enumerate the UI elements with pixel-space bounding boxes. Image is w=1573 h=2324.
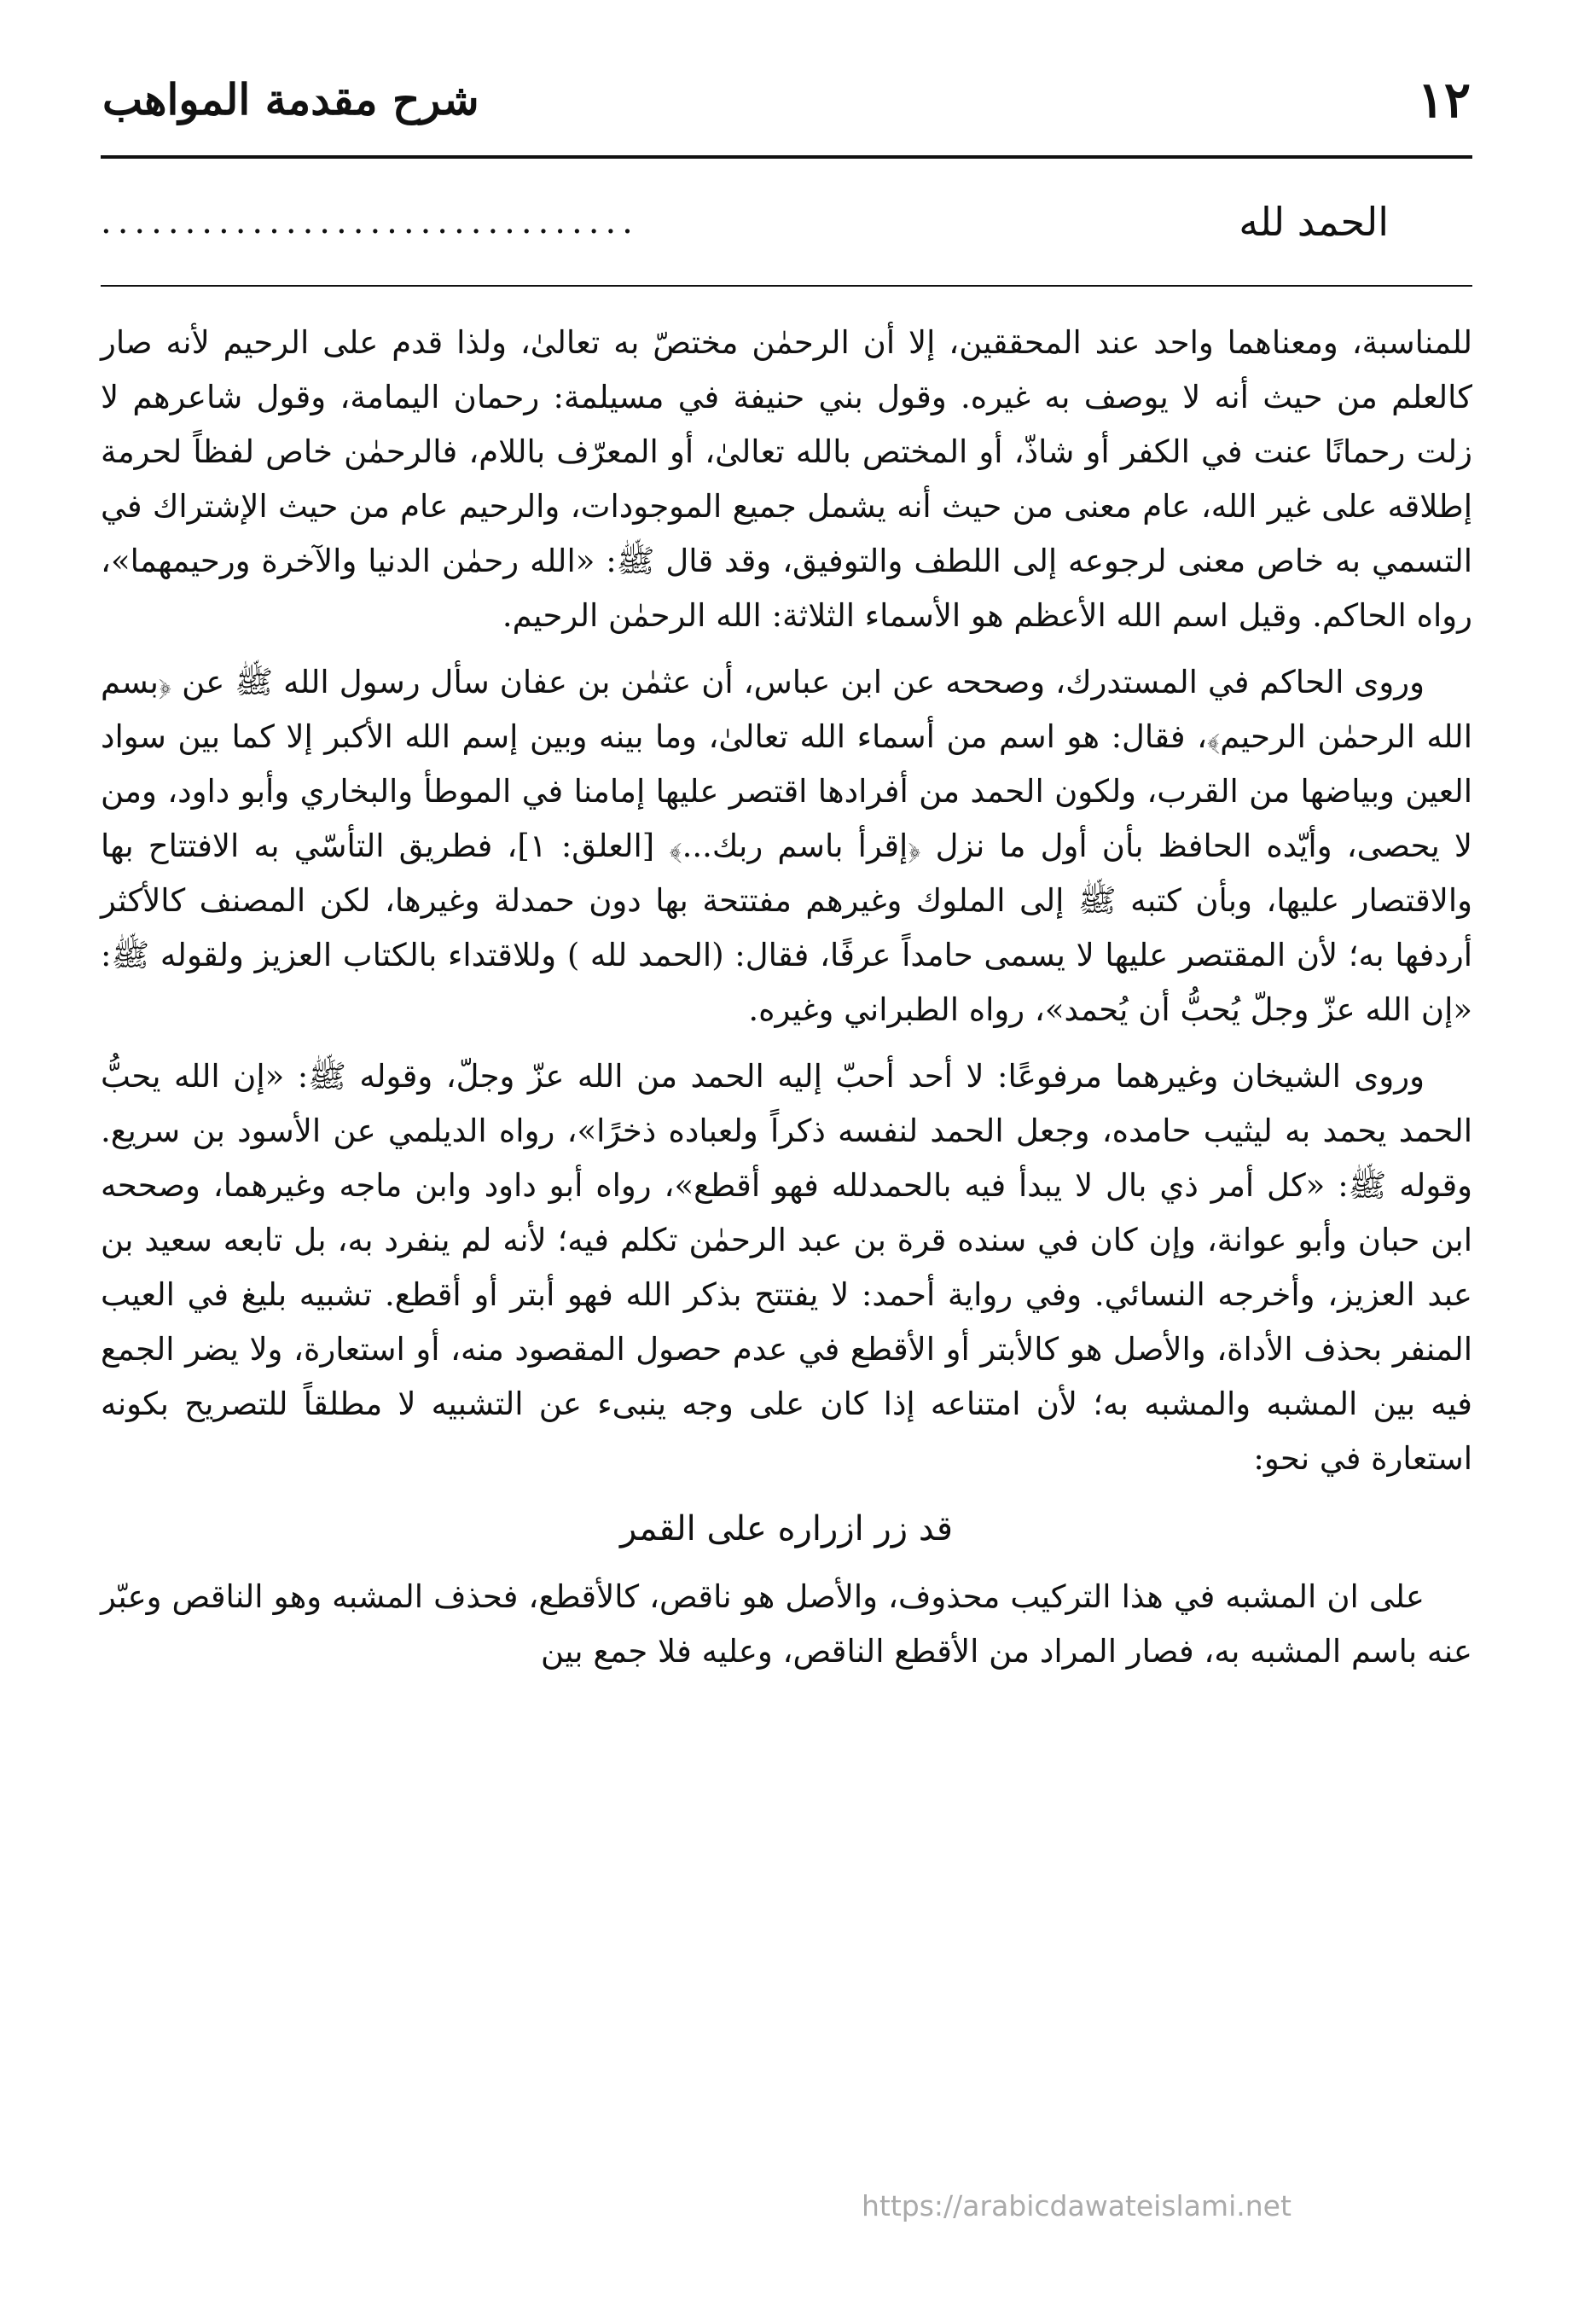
matn-line — [101, 159, 1472, 287]
page-number: ١٢ — [1417, 71, 1471, 129]
paragraph-2: وروى الحاكم في المستدرك، وصححه عن ابن عباس، أن عثمٰن بن عفان سأل رسول الله ﷺ عن ﴿بسم الله الرحمٰن الرحيم﴾، فقال: هو اسم من أسماء الله تعالىٰ، وما بينه وبين إسم الله الأكبر إلا كما بين سواد العين وبياضها من القرب، ولكون الحمد من أفرادها اقتصر عليها إمامنا في الموطأ والبخاري وأبو داود، ومن لا يحصى، وأيّده الحافظ بأن أول ما نزل ﴿إقرأ باسم ربك...﴾ [العلق: ١]، فطريق التأسّي به الافتتاح بها والاقتصار عليها، وبأن كتبه ﷺ إلى الملوك وغيرهم مفتتحة بها دون حمدلة وغيرها، لكن المصنف كالأكثر أردفها به؛ لأن المقتصر عليها لا يسمى حامداً عرفًا، فقال: (الحمد لله ) وللاقتداء بالكتاب العزيز ولقوله ﷺ: «إن الله عزّ وجلّ يُحبُّ أن يُحمد»، رواه الطبراني وغيره. — [101, 664, 1472, 1028]
poetry-verse: قد زر ازراره على القمر — [620, 1509, 953, 1548]
paragraph-1: للمناسبة، ومعناهما واحد عند المحققين، إلا أن الرحمٰن مختصّ به تعالىٰ، ولذا قدم على الرحيم لأنه صار كالعلم من حيث أنه لا يوصف به غيره. وقول بني حنيفة في مسيلمة: رحمان اليمامة، وقول شاعرهم لا زلت رحمانًا عنت في الكفر أو شاذّ، أو المختص بالله تعالىٰ، أو المعرّف باللام، فالرحمٰن خاص لفظاً لحرمة إطلاقه على غير الله، عام معنى من حيث أنه يشمل جميع الموجودات، والرحيم عام من حيث الإشتراك في التسمي به خاص معنى لرجوعه إلى اللطف والتوفيق، وقد قال ﷺ: «الله رحمٰن الدنيا والآخرة ورحيمهما»، رواه الحاكم. وقيل اسم الله الأعظم هو الأسماء الثلاثة: الله الرحمٰن الرحيم. — [101, 324, 1472, 634]
matn-text: الحمد لله — [1239, 199, 1389, 245]
watermark-url: https://arabicdawateislami.net — [862, 2189, 1291, 2222]
book-title: شرح مقدمة المواهب — [102, 74, 479, 125]
closing-paragraph: على ان المشبه في هذا التركيب محذوف، والأصل هو ناقص، كالأقطع، فحذف المشبه وهو الناقص وعبّر عنه باسم المشبه به، فصار المراد من الأقطع الناقص، وعليه فلا جمع بين — [101, 1578, 1472, 1670]
matn-dots: ................................ — [101, 205, 639, 239]
book-page — [101, 60, 1472, 2295]
paragraph-3: وروى الشيخان وغيرهما مرفوعًا: لا أحد أحبّ إليه الحمد من الله عزّ وجلّ، وقوله ﷺ: «إن الله يحبُّ الحمد يحمد به ليثيب حامده، وجعل الحمد لنفسه ذكراً ولعباده ذخرًا»، رواه الديلمي عن الأسود بن سريع. وقوله ﷺ: «كل أمر ذي بال لا يبدأ فيه بالحمدلله فهو أقطع»، رواه أبو داود وابن ماجه وغيرهما، وصححه ابن حبان وأبو عوانة، وإن كان في سنده قرة بن عبد الرحمٰن تكلم فيه؛ لأنه لم ينفرد به، بل تابعه سعيد بن عبد العزيز، وأخرجه النسائي. وفي رواية أحمد: لا يفتتح بذكر الله فهو أبتر أو أقطع. تشبيه بليغ في العيب المنفر بحذف الأداة، والأصل هو كالأبتر أو الأقطع في عدم حصول المقصود منه، أو استعارة، ولا يضر الجمع فيه بين المشبه والمشبه به؛ لأن امتناعه إذا كان على وجه ينبىء عن التشبيه لا مطلقاً للتصريح بكونه استعارة في نحو: — [101, 1058, 1472, 1477]
running-header — [101, 60, 1472, 159]
commentary-body — [101, 287, 1472, 1679]
